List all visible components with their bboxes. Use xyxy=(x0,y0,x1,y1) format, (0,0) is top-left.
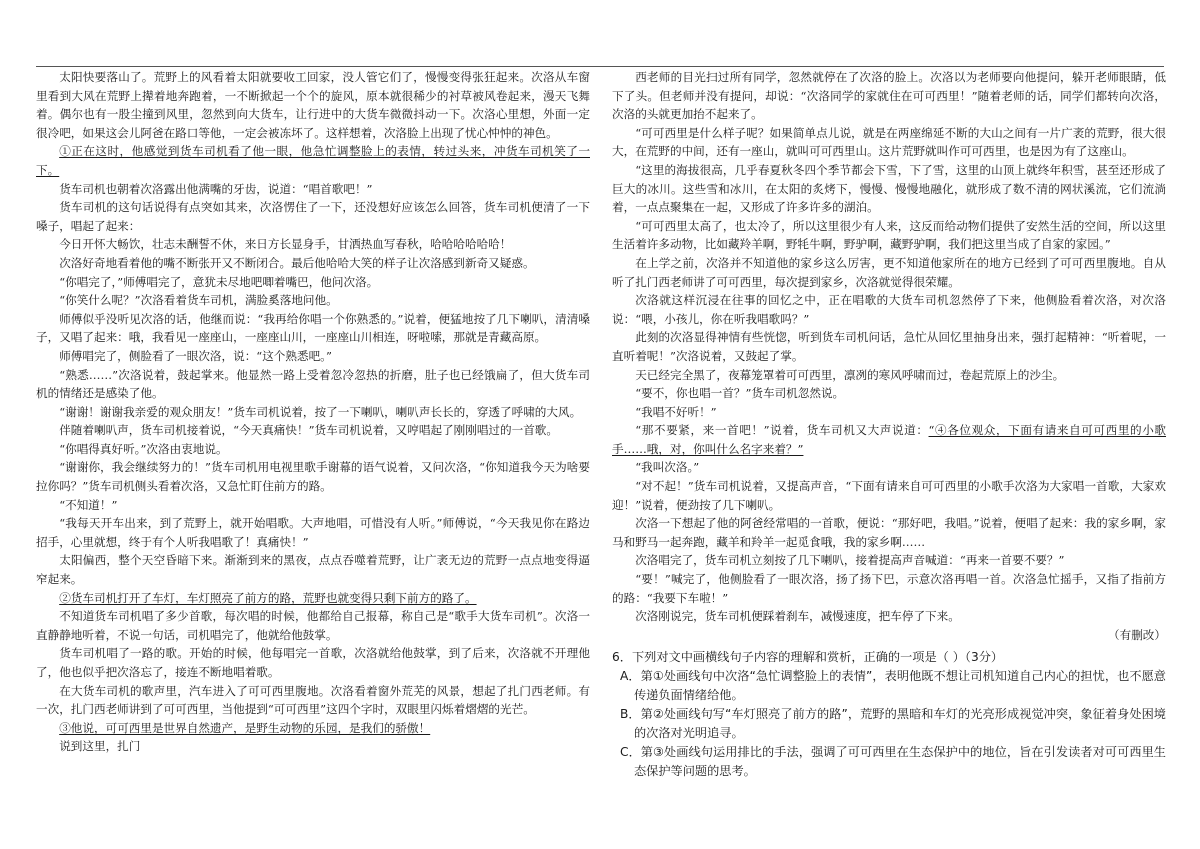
paragraph xyxy=(36,310,590,347)
paragraph-text: 不知道货车司机唱了多少首歌，每次唱的时候，他都给自己报幕，称自己是“歌手大货车司机”。次洛一直静静地听着，不说一句话，司机唱完了，他就给他鼓掌。 xyxy=(36,609,590,642)
paragraph xyxy=(612,291,1166,328)
paragraph xyxy=(612,477,1166,514)
paragraph xyxy=(36,273,590,292)
paragraph-text: 太阳偏西，整个天空昏暗下来。渐渐到来的黑夜，点点吞噬着荒野，让广袤无边的荒野一点点地变得逼窄起来。 xyxy=(36,553,590,587)
paragraph-text: 次洛刚说完，货车司机便踩着刹车，减慢速度，把车停了下来。 xyxy=(635,609,960,624)
paragraph xyxy=(612,254,1166,291)
paragraph xyxy=(612,421,1166,458)
paragraph xyxy=(36,68,590,142)
right-column xyxy=(612,68,1166,781)
paragraph-text: “谢谢你，我会继续努力的！”货车司机用电视里歌手谢幕的语气说着，又问次洛，“你知道我今天为啥要拉你吗？”货车司机侧头看着次洛，又急忙盯住前方的路。 xyxy=(36,460,590,494)
paragraph xyxy=(36,682,590,719)
underlined-sentence: “④各位观众，下面有请来自可可西里的小歌手……哦，对，你叫什么名字来着？” xyxy=(612,423,1167,456)
paragraph-text: “你笑什么呢？”次洛看着货车司机，满脸奚落地问他。 xyxy=(59,293,338,308)
paragraph xyxy=(36,644,590,681)
paragraph-text: 说到这里，扎门 xyxy=(59,739,141,754)
paragraph-text: 货车司机唱了一路的歌。开始的时候，他每唱完一首歌，次洛就给他鼓掌，到了后来，次洛就不开理他了，他也似乎把次洛忘了，接连不断地唱着歌。 xyxy=(36,646,590,679)
paragraph xyxy=(612,124,1166,161)
paragraph-text: 次洛一下想起了他的阿爸经常唱的一首歌，便说：“那好吧，我唱。”说着，便唱了起来：我的家乡啊，家马和野马一起奔跑，藏羊和羚羊一起觅食哦，我的家乡啊…… xyxy=(612,516,1166,549)
paragraph xyxy=(36,291,590,310)
paragraph xyxy=(612,607,1166,626)
paragraph xyxy=(612,551,1166,570)
paragraph-text: 在上学之前，次洛并不知道他的家乡这么厉害，更不知道他家所在的地方已经到了可可西里腹地。自从听了扎门西老师讲了可可西里，每次提到家乡，次洛就觉得很荣耀。 xyxy=(612,255,1166,289)
paragraph xyxy=(612,570,1166,607)
paragraph-text: “熟悉……”次洛说着，鼓起掌来。他显然一路上受着忽冷忽热的折磨，肚子也已经饿扁了，但大货车司机的情绪还是感染了他。 xyxy=(36,367,590,401)
paragraph xyxy=(612,68,1166,124)
paragraph-text: “你唱得真好听。”次洛由衷地说。 xyxy=(59,441,228,456)
paragraph xyxy=(36,440,590,459)
paragraph xyxy=(36,551,590,588)
option-b[interactable]: B．第②处画线句写“车灯照亮了前方的路”，荒野的黑暗和车灯的光亮形成视觉冲突，象征着身处困境的次洛对光明追寻。 xyxy=(620,707,1166,741)
paragraph xyxy=(36,235,590,254)
paragraph xyxy=(612,514,1166,551)
paragraph-text: 次洛好奇地看着他的嘴不断张开又不断闭合。最后他哈哈大笑的样子让次洛感到新奇又疑惑。 xyxy=(59,255,535,270)
paragraph xyxy=(36,142,590,179)
paragraph xyxy=(36,421,590,440)
paragraph-text: “这里的海拔很高，几乎春夏秋冬四个季节都会下雪，下了雪，这里的山顶上就终年积雪，甚至还形成了巨大的冰川。这些雪和冰川，在太阳的炙烤下，慢慢、慢慢地融化，就形成了数不清的网状溪流，它们流淌着，一点点聚集在一起，又形成了许多许多的湖泊。 xyxy=(612,162,1166,215)
paragraph xyxy=(36,198,590,235)
paragraph-text: 太阳快要落山了。荒野上的风看着太阳就要收工回家，没人管它们了，慢慢变得张狂起来。次洛从车窗里看到大风在荒野上撵着地奔跑着，一不断掀起一个个的旋风，原本就很稀少的衬草被风卷起来，漫天飞舞着。偶尔也有一股尘撞到风里，忽然到向大货车，让行进中的大货车微微抖动一下。次洛心里想，外面一定很冷吧，如果这会儿阿爸在路口等他，一定会被冻坏了。这样想着，次洛脸上出现了忧心忡忡的神色。 xyxy=(36,70,590,140)
paragraph-text: “不知道！” xyxy=(59,497,118,512)
paragraph-text: 伴随着喇叭声，货车司机接着说，“今天真痛快！”货车司机说着，又哼唱起了刚刚唱过的一首歌。 xyxy=(59,423,558,438)
underlined-sentence: ③他说，可可西里是世界自然遗产，是野生动物的乐园，是我们的骄傲！ xyxy=(59,720,431,735)
paragraph-text: 在大货车司机的歌声里，汽车进入了可可西里腹地。次洛看着窗外荒芜的风景，想起了扎门西老师。有一次，扎门西老师讲到了可可西里，当他提到“可可西里”这四个字时，双眼里闪烁着熠熠的光芒。 xyxy=(36,683,590,717)
paragraph-text: “可可西里太高了，也太冷了，所以这里很少有人来，这反而给动物们提供了安然生活的空间，所以这里生活着许多动物，比如藏羚羊啊，野牦牛啊，野驴啊，藏野驴啊，我们把这里当成了自家的家园。” xyxy=(612,218,1166,252)
paragraph xyxy=(612,458,1166,477)
paragraph xyxy=(612,384,1166,403)
paragraph xyxy=(36,514,590,551)
paragraph-text: 此刻的次洛显得神情有些恍惚，听到货车司机问话，急忙从回忆里抽身出来，强打起精神：“听着呢，一直听着呢！”次洛说着，又鼓起了掌。 xyxy=(612,330,1166,363)
paragraph-text: “谢谢！谢谢我亲爱的观众朋友！”货车司机说着，按了一下喇叭，喇叭声长长的，穿透了呼啸的大风。 xyxy=(59,404,582,419)
paragraph-text: “要！”喊完了，他侧脸看了一眼次洛，扬了扬下巴，示意次洛再唱一首。次洛急忙摇手，又指了指前方的路：“我要下车啦！” xyxy=(612,572,1166,605)
left-column xyxy=(36,68,590,756)
source-note: （有删改） xyxy=(1108,627,1166,642)
paragraph xyxy=(36,589,590,608)
paragraph-text: “你唱完了，”师傅唱完了，意犹未尽地吧唧着嘴巴，他问次洛。 xyxy=(59,274,379,289)
paragraph xyxy=(36,403,590,422)
paragraph xyxy=(36,366,590,403)
paragraph-text: “可可西里是什么样子呢？如果简单点儿说，就是在两座绵延不断的大山之间有一片广袤的荒野，很大很大，在荒野的中间，还有一座山，就叫可可西里山。这片荒野就叫作可可西里，也是因为有了这座山。 xyxy=(612,125,1166,159)
paragraph xyxy=(36,458,590,495)
paragraph xyxy=(612,366,1166,385)
top-rule xyxy=(36,66,1164,67)
paragraph xyxy=(36,254,590,273)
question-stem: 6．下列对文中画横线句子内容的理解和赏析，正确的一项是（ ）（3分） xyxy=(612,650,1004,665)
paragraph-text: 师傅似乎没听见次洛的话，他继而说：“我再给你唱一个你熟悉的。”说着，便猛地按了几下喇叭，清清嗓子，又唱了起来：哦，我看见一座座山，一座座山川，一座座山川相连，呀啦嗦，那就是青藏高原。 xyxy=(36,311,590,345)
paragraph-text: “我唱不好听！” xyxy=(635,404,717,419)
paragraph-text: “要不，你也唱一首？”货车司机忽然说。 xyxy=(635,386,845,401)
option-a[interactable]: A．第①处画线句中次洛“急忙调整脸上的表情”，表明他既不想让司机知道自己内心的担忧，也不愿意传递负面情绪给他。 xyxy=(620,669,1166,703)
paragraph xyxy=(612,161,1166,217)
paragraph-text: 西老师的目光扫过所有同学，忽然就停在了次洛的脸上。次洛以为老师要向他提问，躲开老师眼睛，低下了头。但老师并没有提问，却说：“次洛同学的家就住在可可西里！”随着老师的话，同学们都转向次洛，次洛的头就更加抬不起来了。 xyxy=(612,70,1166,122)
underlined-sentence: ②货车司机打开了车灯，车灯照亮了前方的路，荒野也就变得只剩下前方的路了。 xyxy=(59,590,477,605)
paragraph-text: “我叫次洛。” xyxy=(635,460,700,475)
paragraph xyxy=(36,737,590,756)
paragraph xyxy=(36,180,590,199)
paragraph xyxy=(612,217,1166,254)
paragraph xyxy=(612,403,1166,422)
paragraph xyxy=(612,328,1166,365)
paragraph-text: 天已经完全黑了，夜幕笼罩着可可西里，凛冽的寒风呼啸而过，卷起荒原上的沙尘。 xyxy=(635,367,1065,382)
paragraph-text: 次洛就这样沉浸在往事的回忆之中，正在唱歌的大货车司机忽然停了下来，他侧脸看着次洛，对次洛说：“喂，小孩儿，你在听我唱歌吗？” xyxy=(612,293,1166,326)
paragraph-text: “我每天开车出来，到了荒野上，就开始唱歌。大声地唱，可惜没有人听。”师傅说，“今天我见你在路边招手，心里就想，终于有个人听我唱歌了！真痛快！” xyxy=(36,516,590,549)
question-6 xyxy=(612,648,1166,781)
underlined-sentence: ①正在这时，他感觉到货车司机看了他一眼，他急忙调整脸上的表情，转过头来，冲货车司机笑了一下。 xyxy=(36,144,590,177)
paragraph-text: 今日开怀大畅饮，壮志未酬誓不休，来日方长显身手，甘洒热血写春秋，哈哈哈哈哈哈！ xyxy=(59,237,512,252)
paragraph xyxy=(36,347,590,366)
paragraph-text: 师傅唱完了，侧脸看了一眼次洛，说：“这个熟悉吧。” xyxy=(59,348,332,363)
paragraph-text: 次洛唱完了，货车司机立刻按了几下喇叭，接着提高声音喊道：“再来一首要不要？” xyxy=(635,553,1065,568)
option-c[interactable]: C．第③处画线句运用排比的手法，强调了可可西里在生态保护中的地位，旨在引发读者对可可西里生态保护等问题的思考。 xyxy=(620,745,1166,779)
paragraph-text: “那不要紧，来一首吧！”说着，货车司机又大声说道： xyxy=(635,423,929,438)
paragraph xyxy=(36,719,590,738)
paragraph-text: “对不起！”货车司机说着，又提高声音，“下面有请来自可可西里的小歌手次洛为大家唱一首歌，大家欢迎！”说着，便劲按了几下喇叭。 xyxy=(612,479,1166,512)
paragraph-text: 货车司机的这句话说得有点突如其来，次洛愣住了一下，还没想好应该怎么回答，货车司机便清了一下嗓子，唱起了起来： xyxy=(36,200,590,233)
paragraph xyxy=(36,607,590,644)
paragraph xyxy=(36,496,590,515)
paragraph-text: 货车司机也朝着次洛露出他满嘴的牙齿，说道：“唱首歌吧！” xyxy=(59,181,373,196)
